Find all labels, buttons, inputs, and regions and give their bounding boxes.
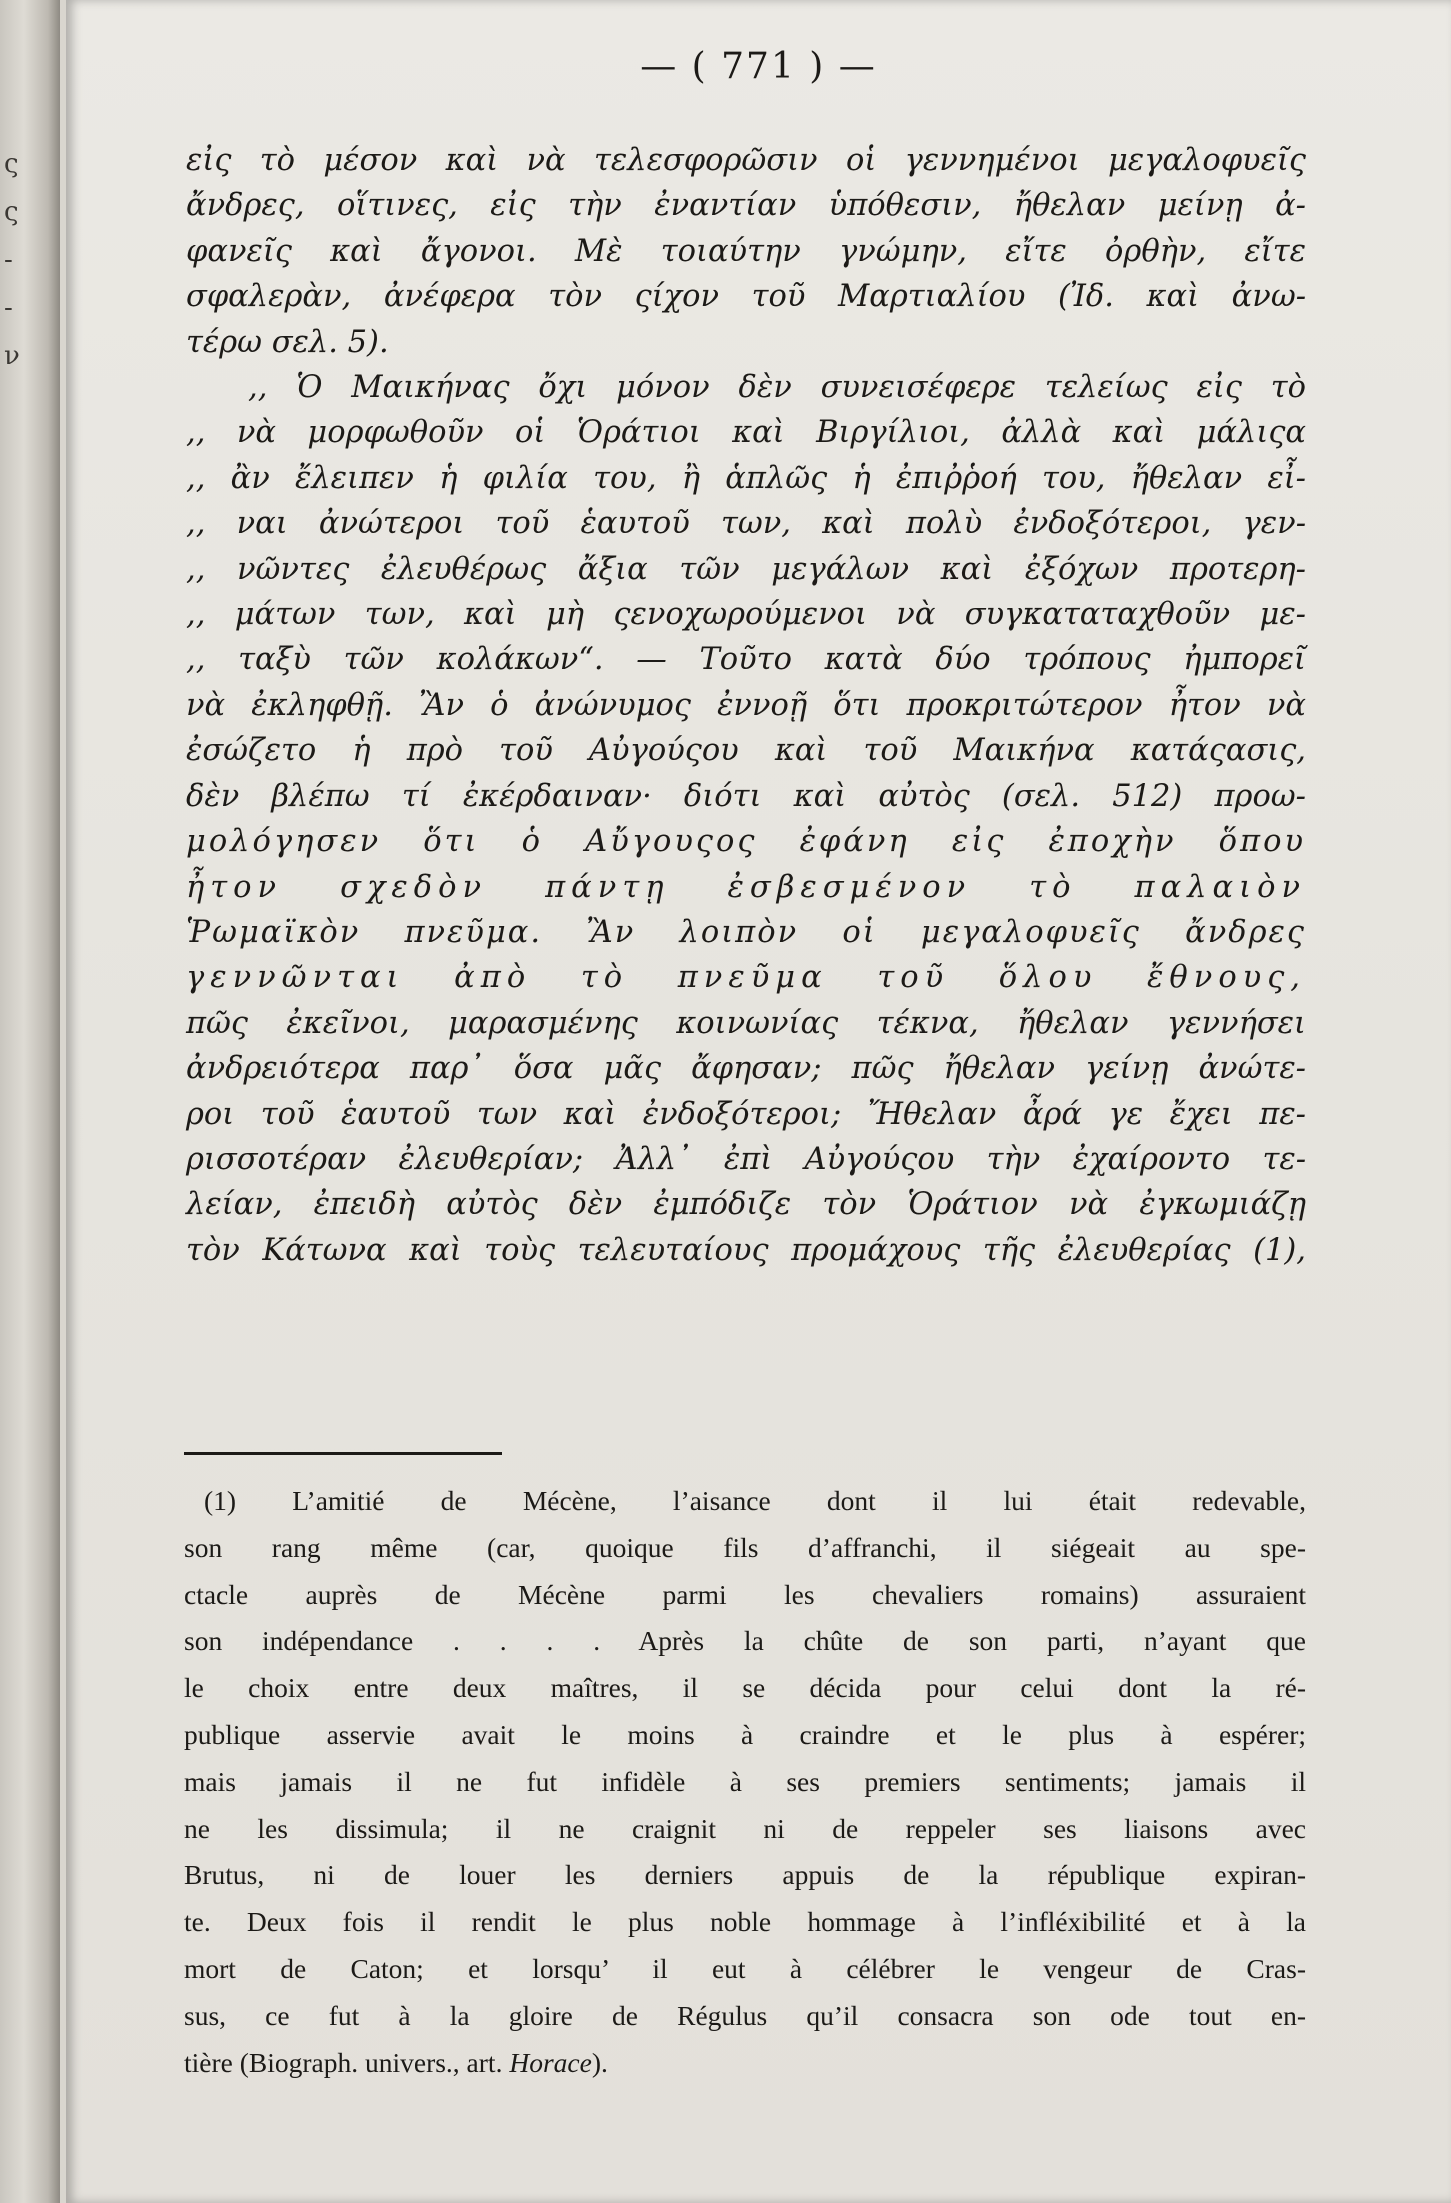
body-line: ἐσώζετο ἡ πρὸ τοῦ Αὐγούςου καὶ τοῦ Μαικήνα κατάςασις, — [186, 733, 1306, 769]
body-line: μολόγησεν ὅτι ὁ Αὔγουςος ἐφάνη εἰς ἐποχὴν ὅπου — [186, 824, 1306, 860]
footnote-line: ctacle auprès de Mécène parmi les chevaliers romains) assuraient — [184, 1578, 1306, 1610]
book-page — [66, 0, 1451, 2203]
footnote-line: (1) L’amitié de Mécène, l’aisance dont il lui était redevable, — [204, 1485, 1306, 1516]
body-line: λείαν, ἐπειδὴ αὐτὸς δὲν ἐμπόδιζε τὸν Ὁράτιον νὰ ἐγκωμιάζῃ — [186, 1187, 1306, 1223]
footnote-line: le choix entre deux maîtres, il se décida pour celui dont la ré- — [184, 1672, 1306, 1704]
margin-mark: - — [4, 293, 13, 323]
greek-body-text — [186, 138, 1306, 1273]
footnote-citation-prefix: tière (Biograph. univers., art. — [184, 2046, 510, 2078]
footnote-line: ne les dissimula; il ne craignit ni de reppeler ses liaisons avec — [184, 1812, 1306, 1844]
footnote-last-line — [184, 2040, 1306, 2087]
footnote-citation-title: Horace — [509, 2046, 592, 2078]
footnote-line: mort de Caton; et lorsqu’ il eut à célébrer le vengeur de Cras- — [184, 1952, 1306, 1984]
body-line: τέρω σελ. 5). — [186, 324, 389, 360]
margin-mark: - — [4, 245, 13, 275]
body-line: φανεῖς καὶ ἄγονοι. Μὲ τοιαύτην γνώμην, εἴτε ὀρθὴν, εἴτε — [186, 233, 1306, 269]
body-line: τὸν Κάτωνα καὶ τοὺς τελευταίους προμάχους τῆς ἐλευθερίας (1), — [186, 1232, 1306, 1268]
left-margin-marks — [4, 140, 26, 380]
footnote-line: publique asservie avait le moins à craindre et le plus à espérer; — [184, 1718, 1306, 1750]
body-line: πῶς ἐκεῖνοι, μαρασμένης κοινωνίας τέκνα, ἤθελαν γεννήσει — [186, 1005, 1306, 1041]
margin-mark: ς — [4, 197, 19, 227]
footnote-line: son indépendance . . . . Après la chûte de son parti, n’ayant que — [184, 1625, 1306, 1657]
body-line: εἰς τὸ μέσον καὶ νὰ τελεσφορῶσιν οἱ γεννημένοι μεγαλοφυεῖς — [186, 143, 1306, 178]
french-footnote — [184, 1478, 1306, 2086]
margin-mark: ς — [4, 149, 19, 179]
margin-mark: ν — [4, 341, 20, 371]
body-line: ροι τοῦ ἑαυτοῦ των καὶ ἐνδοξότεροι; Ἤθελαν ἆρά γε ἔχει πε- — [186, 1096, 1306, 1132]
body-line: ,, ἂν ἔλειπεν ἡ φιλία του, ἢ ἁπλῶς ἡ ἐπιῤῥοή του, ἤθελαν εἶ- — [186, 460, 1306, 496]
body-line: ,, νὰ μορφωθοῦν οἱ Ὁράτιοι καὶ Βιργίλιοι, ἀλλὰ καὶ μάλιςα — [186, 415, 1306, 451]
body-line: ,, Ὁ Μαικήνας ὄχι μόνον δὲν συνεισέφερε τελείως εἰς τὸ — [248, 370, 1306, 406]
body-line: ἀνδρειότερα παρ᾿ ὅσα μᾶς ἄφησαν; πῶς ἤθελαν γείνῃ ἀνώτε- — [186, 1051, 1306, 1087]
footnote-divider — [184, 1452, 502, 1455]
footnote-citation-suffix: ). — [591, 2046, 608, 2078]
page-number-header: — ( 771 ) — — [640, 46, 877, 87]
footnote-line: sus, ce fut à la gloire de Régulus qu’il consacra son ode tout en- — [184, 1999, 1306, 2031]
footnote-line: Brutus, ni de louer les derniers appuis de la république expiran- — [184, 1859, 1306, 1891]
footnote-line: mais jamais il ne fut infidèle à ses premiers sentiments; jamais il — [184, 1765, 1306, 1797]
footnote-line: son rang même (car, quoique fils d’affranchi, il siégeait au spe- — [184, 1531, 1306, 1563]
body-line: δὲν βλέπω τί ἐκέρδαιναν· διότι καὶ αὐτὸς (σελ. 512) προω- — [186, 778, 1306, 814]
body-line: ,, νῶντες ἐλευθέρως ἄξια τῶν μεγάλων καὶ ἐξόχων προτερη- — [186, 551, 1306, 587]
body-line: ,, ναι ἀνώτεροι τοῦ ἑαυτοῦ των, καὶ πολὺ ἐνδοξότεροι, γεν- — [186, 506, 1306, 542]
body-line: ρισσοτέραν ἐλευθερίαν; Ἀλλ᾿ ἐπὶ Αὐγούςου τὴν ἐχαίροντο τε- — [186, 1141, 1306, 1177]
body-line: νὰ ἐκληφθῇ. Ἂν ὁ ἀνώνυμος ἐννοῇ ὅτι προκριτώτερον ἦτον νὰ — [186, 687, 1306, 723]
body-line: ἄνδρες, οἵτινες, εἰς τὴν ἐναντίαν ὑπόθεσιν, ἤθελαν μείνῃ ἀ- — [186, 188, 1306, 224]
body-line: ,, μάτων των, καὶ μὴ ςενοχωρούμενοι νὰ συγκαταταχθοῦν με- — [186, 597, 1306, 633]
body-line: Ῥωμαϊκὸν πνεῦμα. Ἂν λοιπὸν οἱ μεγαλοφυεῖς ἄνδρες — [186, 914, 1306, 950]
body-line: ,, ταξὺ τῶν κολάκων“. — Τοῦτο κατὰ δύο τρόπους ἠμπορεῖ — [186, 642, 1306, 678]
body-line: σφαλερὰν, ἀνέφερα τὸν ςίχον τοῦ Μαρτιαλίου (Ἰδ. καὶ ἀνω- — [186, 279, 1306, 315]
footnote-line: te. Deux fois il rendit le plus noble hommage à l’infléxibilité et à la — [184, 1906, 1306, 1938]
body-line: ἦτον σχεδὸν πάντῃ ἐσβεσμένον τὸ παλαιὸν — [186, 869, 1306, 905]
binding-gutter — [0, 0, 60, 2203]
body-line: γεννῶνται ἀπὸ τὸ πνεῦμα τοῦ ὅλου ἔθνους, — [186, 960, 1306, 996]
